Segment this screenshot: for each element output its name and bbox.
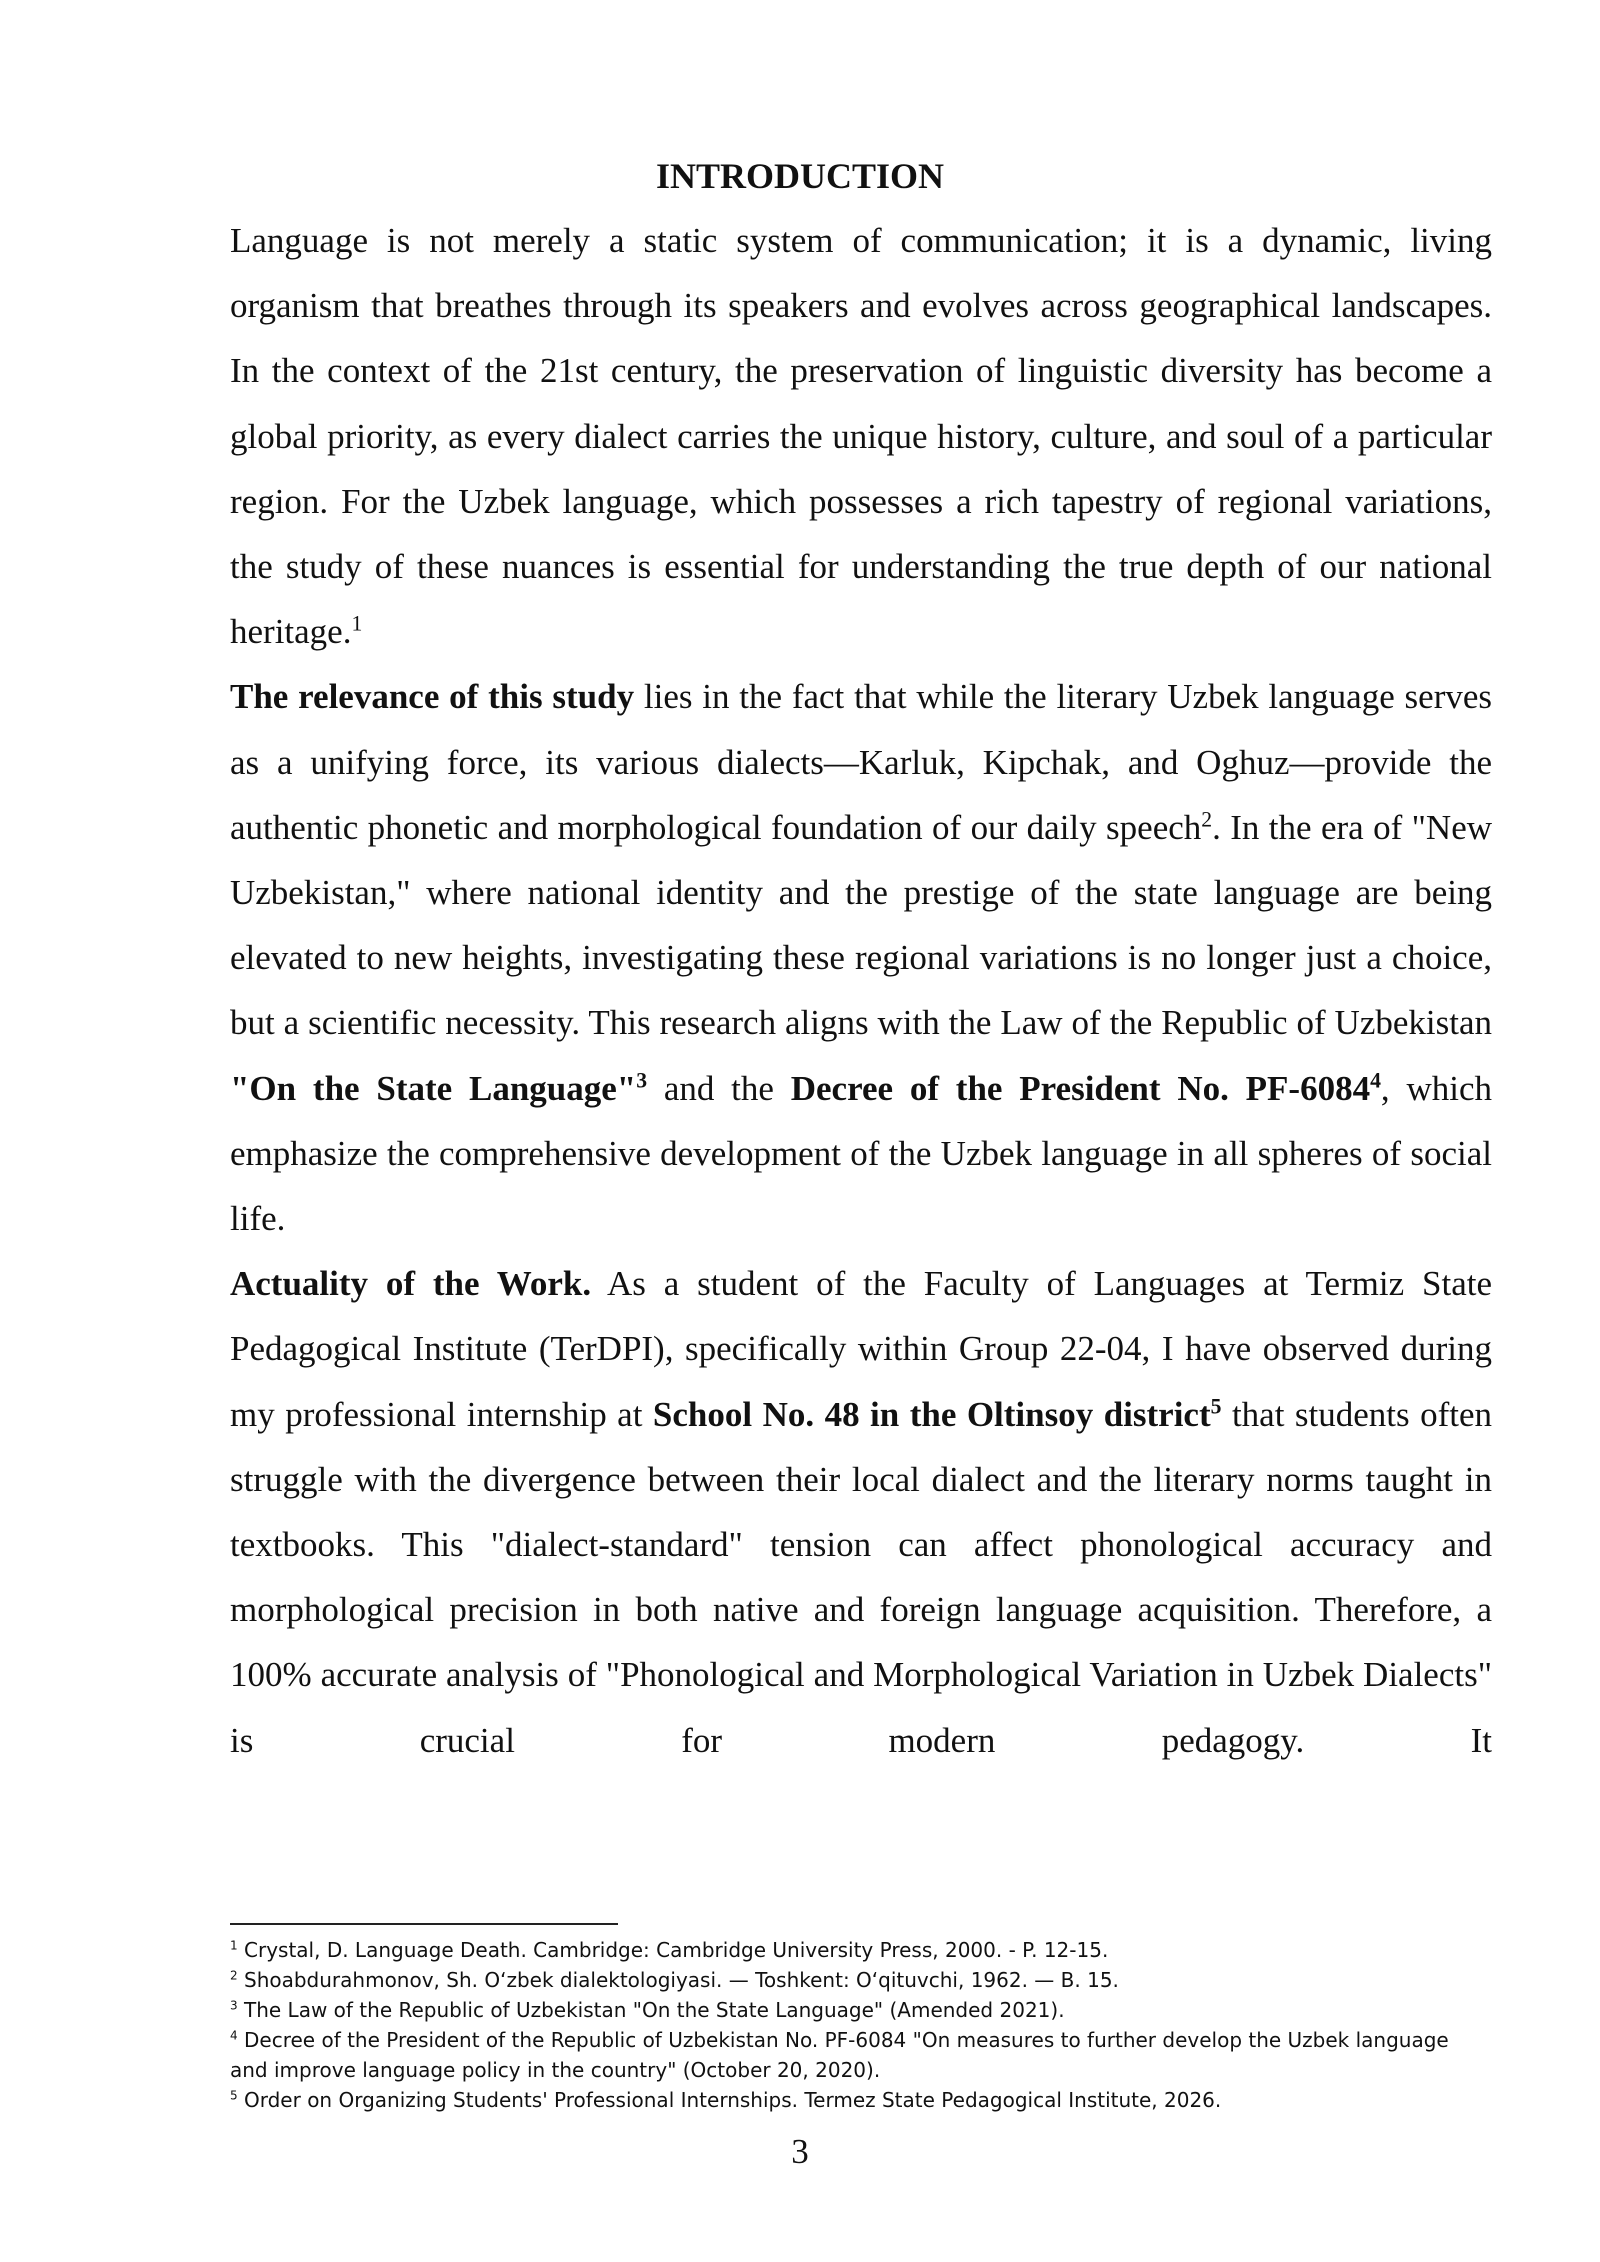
paragraph-relevance xyxy=(230,664,1492,1251)
paragraph-lead: Actuality of the Work. xyxy=(230,1264,592,1304)
paragraph-lead: The relevance of this study xyxy=(230,677,635,717)
footnote-ref: 1 xyxy=(351,611,363,636)
paragraph-text: , which emphasize the comprehensive development of the Uzbek language in all spheres of social life. xyxy=(230,1068,1493,1239)
footnote-text: Order on Organizing Students' Professional Internships. Termez State Pedagogical Institute, 2026. xyxy=(244,2088,1222,2112)
paragraph-text: Language is not merely a static system of communication; it is a dynamic, living organism that breathes through its speakers and evolves across geographical landscapes. In the context of the 21st century, the preservation of linguistic diversity has become a global priority, as every dialect carries the unique history, culture, and soul of a particular region. For the Uzbek language, which possesses a rich tapestry of regional variations, the study of these nuances is essential for understanding the true depth of our national heritage. xyxy=(230,221,1492,652)
footnote xyxy=(230,1935,1492,1965)
footnote-ref: 3 xyxy=(636,1067,648,1092)
paragraph-intro xyxy=(230,208,1492,664)
footnote-ref: 2 xyxy=(1201,807,1213,832)
footnote-separator xyxy=(230,1923,618,1925)
paragraph-actuality xyxy=(230,1251,1492,1773)
footnote-text: Decree of the President of the Republic of Uzbekistan No. PF-6084 "On measures to further develop the Uzbek language and improve language policy in the country" (October 20, 2020). xyxy=(230,2028,1449,2082)
footnote-ref: 5 xyxy=(1210,1394,1222,1418)
footnote-text: The Law of the Republic of Uzbekistan "On the State Language" (Amended 2021). xyxy=(244,1998,1065,2022)
page-number: 3 xyxy=(791,2132,809,2171)
footnote xyxy=(230,1995,1492,2025)
footnote-number: 2 xyxy=(230,1968,238,1983)
paragraph-text: and the xyxy=(647,1068,791,1108)
footnote xyxy=(230,1965,1492,1995)
school-name: School No. 48 in the Oltinsoy district xyxy=(652,1394,1211,1434)
footnote xyxy=(230,2085,1492,2115)
paragraph-text: lies in the fact that while the literary Uzbek language serves as a unifying force, its various dialects—Karluk, Kipchak, and Oghuz—provide the authentic phonetic and morphological foundation of our daily speech xyxy=(230,677,1493,847)
footnote-number: 5 xyxy=(230,2088,238,2103)
paragraph-text: that students often struggle with the divergence between their local dialect and the literary norms taught in textbooks. This "dialect-standard" tension can affect phonological accuracy and morphological precision in both native and foreign language acquisition. Therefore, a 100% accurate analysis of "Phonological and Morphological Variation in Uzbek Dialects" is crucial for modern pedagogy. It xyxy=(230,1394,1492,1760)
decree-title: Decree of the President No. PF-6084 xyxy=(790,1068,1371,1108)
footnote-text: Crystal, D. Language Death. Cambridge: Cambridge University Press, 2000. - P. 12-15. xyxy=(244,1938,1109,1962)
body-text xyxy=(230,208,1492,1773)
footnote xyxy=(230,2025,1492,2085)
page-title: INTRODUCTION xyxy=(655,156,945,196)
paragraph-text: . In the era of "New Uzbekistan," where national identity and the prestige of the state language are being elevated to new heights, investigating these regional variations is no longer just a choice, but a scientific necessity. This research aligns with the Law of the Republic of Uzbekistan xyxy=(230,807,1492,1043)
footnote-ref: 4 xyxy=(1370,1067,1381,1092)
paragraph-text: As a student of the Faculty of Languages at Termiz State Pedagogical Institute (TerDPI), specifically within Group 22-04, I have observed during my professional internship at xyxy=(230,1264,1492,1434)
footnotes xyxy=(230,1935,1492,2115)
footnote-number: 1 xyxy=(230,1938,238,1953)
footnote-number: 3 xyxy=(230,1998,238,2013)
footnote-text: Shoabdurahmonov, Sh. O‘zbek dialektologiyasi. — Toshkent: O‘qituvchi, 1962. — B. 15. xyxy=(244,1968,1119,1992)
law-title: "On the State Language" xyxy=(230,1068,637,1108)
footnote-number: 4 xyxy=(230,2028,238,2043)
